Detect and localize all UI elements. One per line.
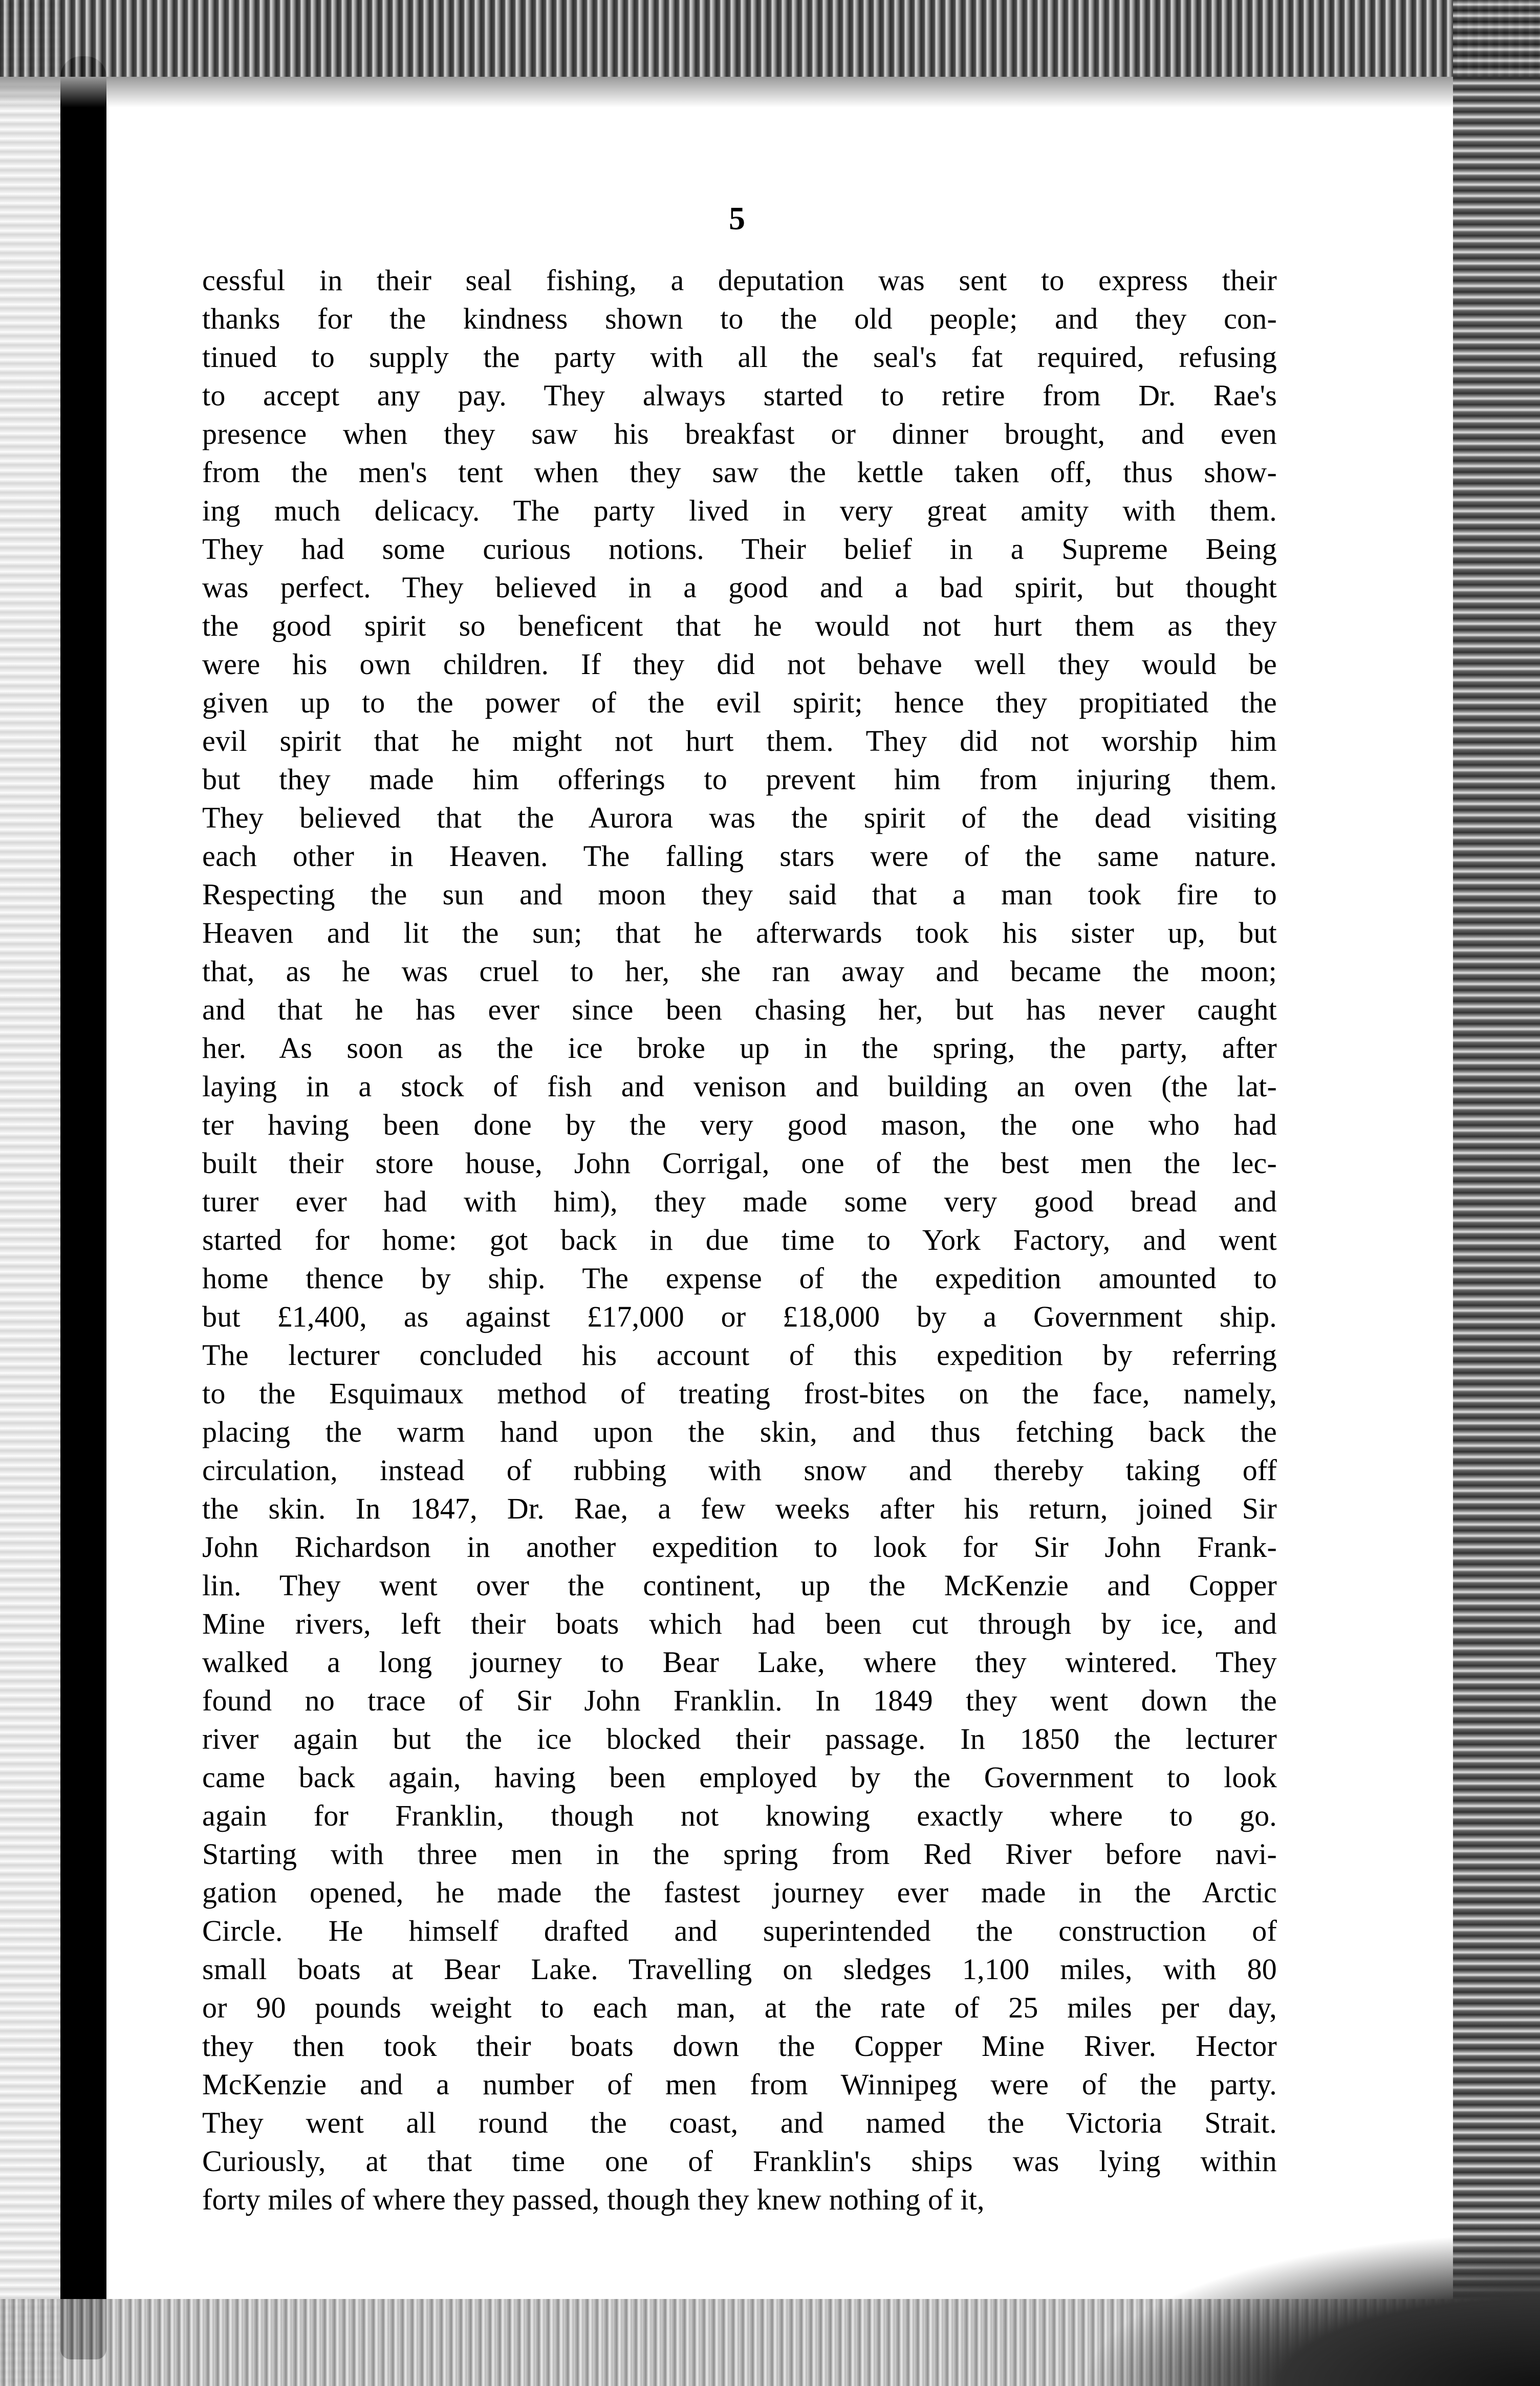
text-line: Respecting the sun and moon they said that a man took fire to [202, 878, 1277, 911]
text-line: and that he has ever since been chasing her, but has never caught [202, 993, 1277, 1026]
text-line: small boats at Bear Lake. Travelling on sledges 1,100 miles, with 80 [202, 1953, 1277, 1986]
text-line: They believed that the Aurora was the spirit of the dead visiting [202, 801, 1277, 834]
text-line: her. As soon as the ice broke up in the spring, the party, after [202, 1031, 1277, 1065]
text-line: to the Esquimaux method of treating frost-bites on the face, namely, [202, 1377, 1277, 1410]
text-line: Curiously, at that time one of Franklin's ships was lying within [202, 2144, 1277, 2178]
text-line: evil spirit that he might not hurt them. They did not worship him [202, 724, 1277, 757]
text-line: John Richardson in another expedition to look for Sir John Frank- [202, 1530, 1277, 1564]
text-line: came back again, having been employed by the Government to look [202, 1761, 1277, 1794]
text-line: but £1,400, as against £17,000 or £18,000 by a Government ship. [202, 1300, 1277, 1333]
text-line: McKenzie and a number of men from Winnipeg were of the party. [202, 2068, 1277, 2101]
text-line: ter having been done by the very good mason, the one who had [202, 1108, 1277, 1141]
text-line: gation opened, he made the fastest journey ever made in the Arctic [202, 1876, 1277, 1909]
text-line: Circle. He himself drafted and superintended the construction of [202, 1914, 1277, 1947]
text-line: walked a long journey to Bear Lake, where they wintered. They [202, 1645, 1277, 1679]
right-scan-edge [1453, 0, 1540, 2386]
text-line: river again but the ice blocked their passage. In 1850 the lecturer [202, 1722, 1277, 1755]
text-line: The lecturer concluded his account of this expedition by referring [202, 1338, 1277, 1372]
text-line: from the men's tent when they saw the kettle taken off, thus show- [202, 455, 1277, 489]
text-line: given up to the power of the evil spirit; hence they propitiated the [202, 686, 1277, 719]
text-line: or 90 pounds weight to each man, at the rate of 25 miles per day, [202, 1991, 1277, 2024]
text-line: found no trace of Sir John Franklin. In 1849 they went down the [202, 1684, 1277, 1717]
text-line: turer ever had with him), they made some very good bread and [202, 1185, 1277, 1218]
page-number: 5 [729, 200, 745, 236]
binding-shadow [60, 56, 106, 2359]
text-line: were his own children. If they did not behave well they would be [202, 647, 1277, 681]
text-line: cessful in their seal fishing, a deputation was sent to express their [202, 264, 1277, 297]
text-line: presence when they saw his breakfast or dinner brought, and even [202, 417, 1277, 450]
bottom-corner-shadow [1079, 2232, 1540, 2386]
text-line: started for home: got back in due time to York Factory, and went [202, 1223, 1277, 1256]
text-line: to accept any pay. They always started to retire from Dr. Rae's [202, 379, 1277, 412]
text-line: forty miles of where they passed, though they knew nothing of it, [202, 2183, 985, 2216]
text-line: circulation, instead of rubbing with snow and thereby taking off [202, 1454, 1277, 1487]
left-page-edge [0, 0, 61, 2386]
text-line: was perfect. They believed in a good and a bad spirit, but thought [202, 571, 1277, 604]
text-line: laying in a stock of fish and venison and building an oven (the lat- [202, 1070, 1277, 1103]
text-line: again for Franklin, though not knowing exactly where to go. [202, 1799, 1277, 1832]
text-line: built their store house, John Corrigal, one of the best men the lec- [202, 1146, 1277, 1180]
top-edge-shadow [0, 77, 1540, 107]
text-line: home thence by ship. The expense of the expedition amounted to [202, 1262, 1277, 1295]
text-line: each other in Heaven. The falling stars were of the same nature. [202, 839, 1277, 873]
text-line: but they made him offerings to prevent him from injuring them. [202, 763, 1277, 796]
body-text [202, 261, 1277, 2219]
text-line: they then took their boats down the Copper Mine River. Hector [202, 2029, 1277, 2063]
text-line: the skin. In 1847, Dr. Rae, a few weeks after his return, joined Sir [202, 1492, 1277, 1525]
text-line: that, as he was cruel to her, she ran away and became the moon; [202, 955, 1277, 988]
text-line: Mine rivers, left their boats which had been cut through by ice, and [202, 1607, 1277, 1640]
text-line: placing the warm hand upon the skin, and thus fetching back the [202, 1415, 1277, 1448]
top-scan-edge [0, 0, 1540, 77]
text-line: Starting with three men in the spring from Red River before navi- [202, 1837, 1277, 1871]
text-line: Heaven and lit the sun; that he afterwards took his sister up, but [202, 916, 1277, 949]
text-line: They had some curious notions. Their belief in a Supreme Being [202, 532, 1277, 566]
text-line: the good spirit so beneficent that he would not hurt them as they [202, 609, 1277, 642]
text-line: They went all round the coast, and named the Victoria Strait. [202, 2106, 1277, 2139]
text-line: lin. They went over the continent, up the McKenzie and Copper [202, 1569, 1277, 1602]
text-line: ing much delicacy. The party lived in very great amity with them. [202, 494, 1277, 527]
text-line: thanks for the kindness shown to the old people; and they con- [202, 302, 1277, 335]
text-line: tinued to supply the party with all the seal's fat required, refusing [202, 340, 1277, 374]
